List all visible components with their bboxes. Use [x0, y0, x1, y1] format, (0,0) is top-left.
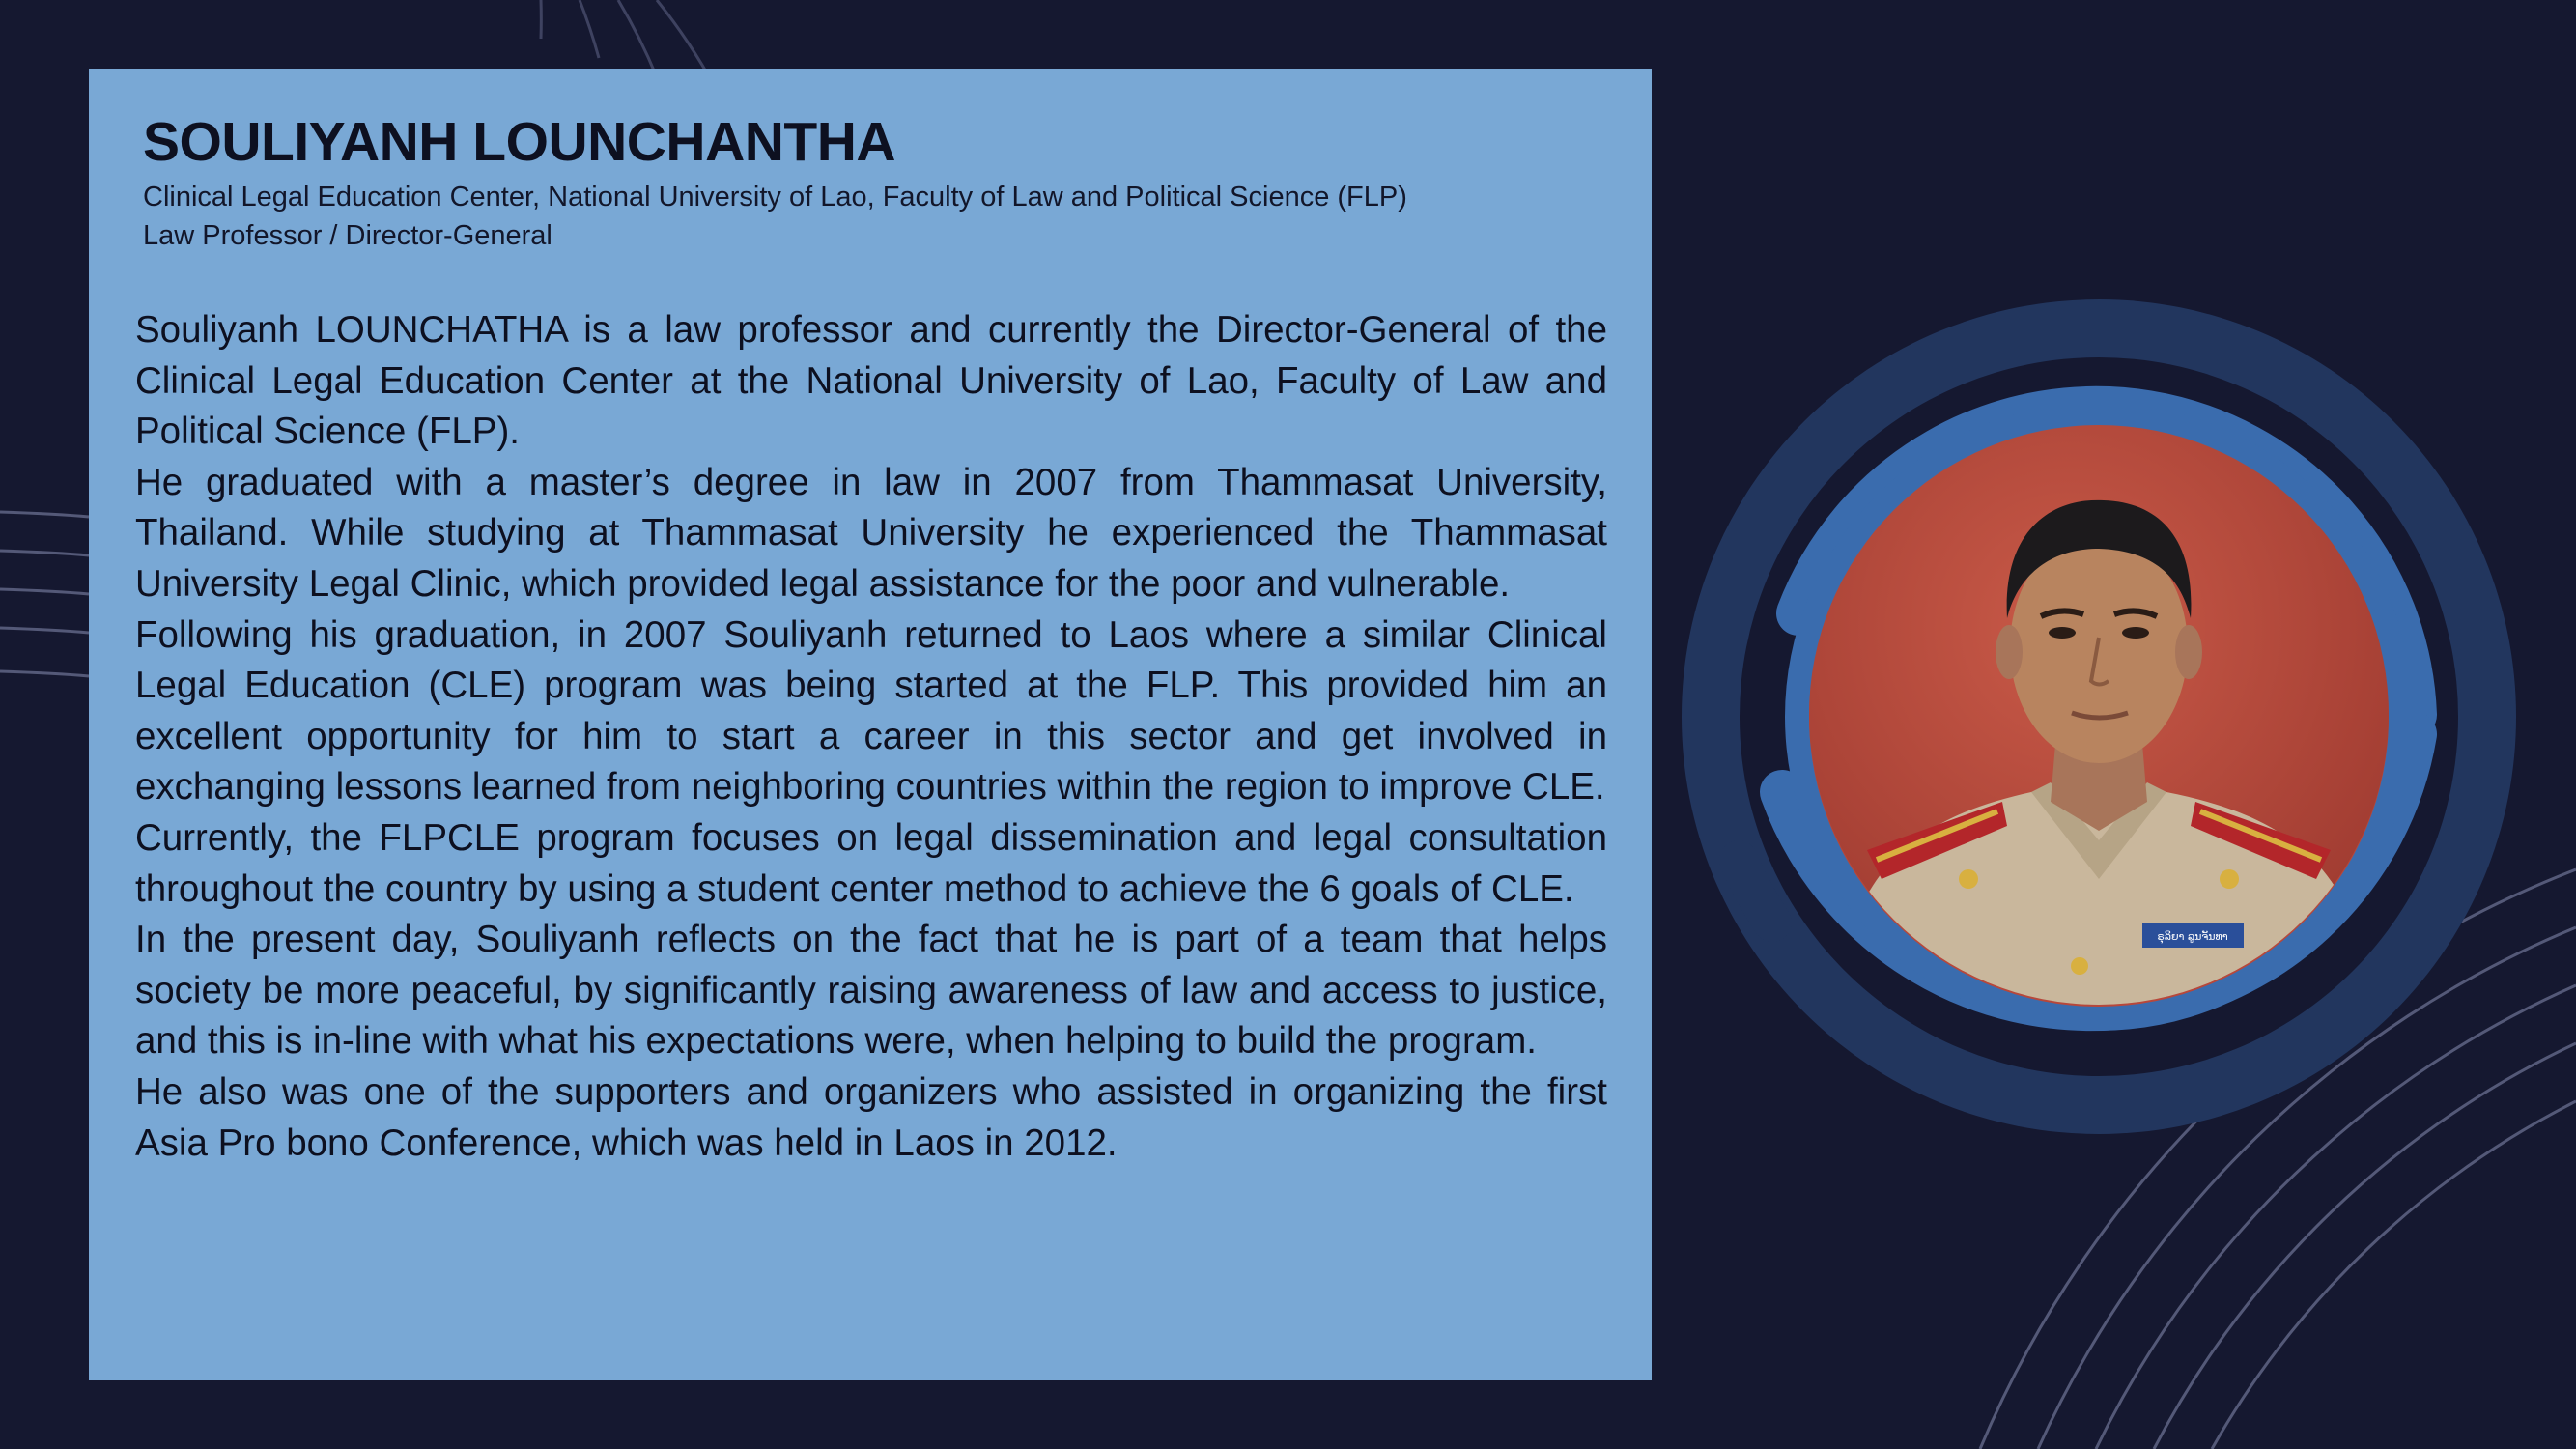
profile-biography [135, 305, 1607, 1169]
profile-affiliation: Clinical Legal Education Center, National University of Lao, Faculty of Law and Political Science (FLP) [143, 182, 1407, 213]
bio-paragraph: He also was one of the supporters and organizers who assisted in organizing the first Asia Pro bono Conference, which was held in Laos in 2012. [135, 1070, 1607, 1164]
name-badge-text: ຣຸລິຍາ ລູນຈັນທາ [2157, 930, 2228, 943]
bio-paragraph: Following his graduation, in 2007 Souliyanh returned to Laos where a similar Clinical Legal Education (CLE) program was being started at the FLP. This provided him an excellent opportunity for him to start a career in this sector and get involved in exchanging lessons learned from neighboring countries within the region to improve CLE. [135, 613, 1607, 809]
left-arc-lines [0, 512, 89, 676]
profile-card [89, 69, 1652, 1380]
bio-paragraph: He graduated with a master’s degree in law in 2007 from Thammasat University, Thailand. While studying at Thammasat University he experienced the Thammasat University Legal Clinic, which provided legal assistance for the poor and vulnerable. [135, 461, 1607, 605]
bio-paragraph: Souliyanh LOUNCHATHA is a law professor and currently the Director-General of the Clinical Legal Education Center at the National University of Lao, Faculty of Law and Political Science (FLP). [135, 309, 1607, 453]
portrait-illustration [1809, 425, 2389, 1005]
profile-role: Law Professor / Director-General [143, 220, 552, 251]
portrait-photo [1809, 425, 2389, 1005]
bio-paragraph: Currently, the FLPCLE program focuses on legal dissemination and legal consultation throughout the country by using a student center method to achieve the 6 goals of CLE. [135, 816, 1607, 910]
profile-name: SOULIYANH LOUNCHANTHA [143, 111, 896, 173]
bio-paragraph: In the present day, Souliyanh reflects on the fact that he is part of a team that helps society be more peaceful, by significantly raising awareness of law and access to justice, and this is in-line with what his expectations were, when helping to build the program. [135, 919, 1607, 1063]
